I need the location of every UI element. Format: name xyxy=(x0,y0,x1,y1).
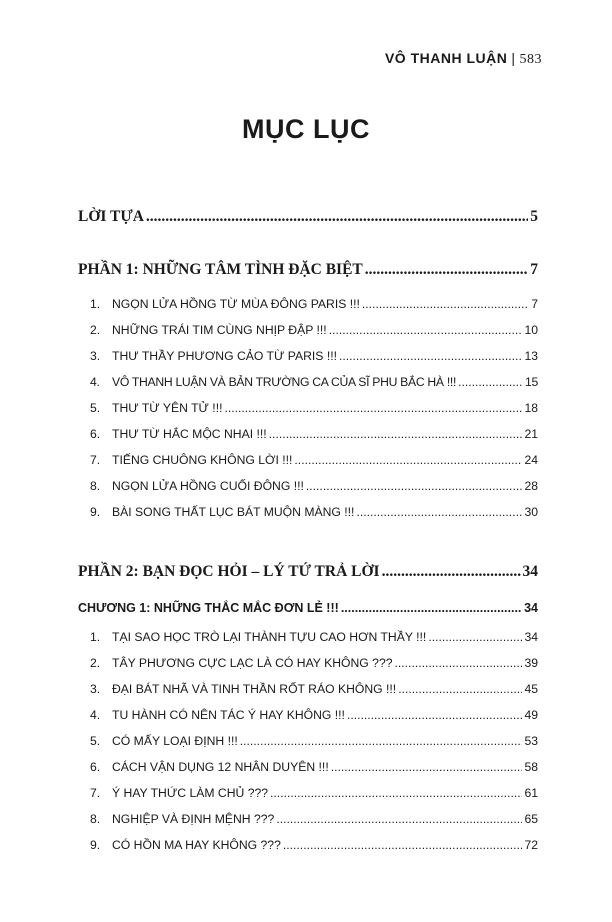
toc-item xyxy=(90,297,538,311)
leader-dots xyxy=(356,505,522,519)
item-number: 6. xyxy=(90,427,101,441)
leader-dots xyxy=(331,760,523,774)
toc-item xyxy=(90,708,538,722)
toc-item xyxy=(90,427,538,441)
item-number: 1. xyxy=(90,297,101,311)
item-number: 8. xyxy=(90,812,101,826)
leader-dots xyxy=(306,479,523,493)
item-page: 15 xyxy=(525,375,538,389)
leader-dots xyxy=(276,812,522,826)
toc-item xyxy=(90,656,538,670)
item-number: 3. xyxy=(90,682,101,696)
item-page: 61 xyxy=(524,786,538,800)
leader-dots xyxy=(224,401,522,415)
leader-dots xyxy=(270,786,522,800)
item-page: 18 xyxy=(524,401,538,415)
toc-item xyxy=(90,786,538,800)
item-page: 72 xyxy=(524,838,538,852)
toc-page: 34 xyxy=(524,601,538,615)
leader-dots xyxy=(294,453,522,467)
leader-dots xyxy=(240,734,523,748)
item-page: 45 xyxy=(524,682,538,696)
item-label: CÓ MẤY LOẠI ĐỊNH !!! xyxy=(112,734,238,748)
leader-dots xyxy=(341,601,522,615)
toc-item xyxy=(90,760,538,774)
toc-item xyxy=(90,323,538,337)
item-label: TIẾNG CHUÔNG KHÔNG LỜI !!! xyxy=(112,453,293,467)
leader-dots xyxy=(146,208,528,226)
item-number: 4. xyxy=(90,708,101,722)
item-page: 13 xyxy=(524,349,538,363)
toc-entry-part2 xyxy=(78,563,538,581)
toc-label: LỜI TỰA xyxy=(78,208,144,225)
item-number: 2. xyxy=(90,323,101,337)
toc-item xyxy=(90,838,538,852)
toc-item xyxy=(90,630,538,644)
leader-dots xyxy=(458,375,523,389)
toc-item xyxy=(90,479,538,493)
toc-page: 5 xyxy=(530,208,538,225)
toc-item xyxy=(90,453,538,467)
item-label: CÓ HỒN MA HAY KHÔNG ??? xyxy=(112,838,281,852)
item-page: 21 xyxy=(524,427,538,441)
item-page: 28 xyxy=(524,479,538,493)
item-label: THƯ THẦY PHƯƠNG CẢO TỪ PARIS !!! xyxy=(112,349,337,363)
toc-label: PHẦN 2: BẠN ĐỌC HỎI – LÝ TỨ TRẢ LỜI xyxy=(78,563,380,580)
leader-dots xyxy=(362,297,529,311)
item-number: 8. xyxy=(90,479,101,493)
item-page: 7 xyxy=(531,297,538,311)
item-page: 58 xyxy=(524,760,538,774)
header-author: VÔ THANH LUẬN xyxy=(384,50,508,66)
item-label: Ý HAY THỨC LÀM CHỦ ??? xyxy=(112,786,269,800)
leader-dots xyxy=(382,563,521,581)
page-title: MỤC LỤC xyxy=(242,114,370,144)
leader-dots xyxy=(283,838,523,852)
item-page: 34 xyxy=(524,630,538,644)
header-separator: | xyxy=(511,50,516,66)
item-label: TÂY PHƯƠNG CỰC LẠC LÀ CÓ HAY KHÔNG ??? xyxy=(112,656,393,670)
item-label: VÔ THANH LUẬN VÀ BẢN TRƯỜNG CA CỦA SĨ PHU BẮC HÀ !!! xyxy=(112,375,457,389)
leader-dots xyxy=(329,323,523,337)
item-label: TẠI SAO HỌC TRÒ LẠI THÀNH TỰU CAO HƠN THẦY !!! xyxy=(112,630,427,644)
toc-label: PHẦN 1: NHỮNG TÂM TÌNH ĐẶC BIỆT xyxy=(78,261,363,278)
item-number: 9. xyxy=(90,505,101,519)
toc-entry-part1 xyxy=(78,261,538,279)
item-label: NHỮNG TRÁI TIM CÙNG NHỊP ĐẬP !!! xyxy=(112,323,327,337)
item-label: CÁCH VẬN DỤNG 12 NHÂN DUYÊN !!! xyxy=(112,760,329,774)
toc-label: CHƯƠNG 1: NHỮNG THẮC MẮC ĐƠN LẺ !!! xyxy=(78,601,339,615)
item-number: 6. xyxy=(90,760,101,774)
item-page: 30 xyxy=(524,505,538,519)
item-number: 7. xyxy=(90,453,101,467)
leader-dots xyxy=(428,630,522,644)
toc-item xyxy=(90,375,538,389)
leader-dots xyxy=(347,708,522,722)
item-label: ĐẠI BÁT NHÃ VÀ TINH THẦN RỐT RÁO KHÔNG !!! xyxy=(112,682,397,696)
item-label: NGHIỆP VÀ ĐỊNH MỆNH ??? xyxy=(112,812,275,826)
toc-item xyxy=(90,682,538,696)
item-number: 4. xyxy=(90,375,100,389)
item-label: THƯ TỪ HẮC MỘC NHAI !!! xyxy=(112,427,267,441)
item-number: 7. xyxy=(90,786,101,800)
toc-item xyxy=(90,401,538,415)
item-label: NGỌN LỬA HỒNG TỪ MÙA ĐÔNG PARIS !!! xyxy=(112,297,360,311)
toc-entry-preface xyxy=(78,208,538,226)
leader-dots xyxy=(339,349,522,363)
item-number: 5. xyxy=(90,401,101,415)
toc-page: 34 xyxy=(522,563,538,580)
toc-item xyxy=(90,734,538,748)
toc-page: 7 xyxy=(530,261,538,278)
item-label: NGỌN LỬA HỒNG CUỐI ĐÔNG !!! xyxy=(112,479,304,493)
item-label: TU HÀNH CÓ NÊN TÁC Ý HAY KHÔNG !!! xyxy=(112,708,345,722)
item-label: THƯ TỪ YÊN TỬ !!! xyxy=(112,401,223,415)
toc-item xyxy=(90,505,538,519)
item-page: 53 xyxy=(524,734,538,748)
item-number: 3. xyxy=(90,349,101,363)
item-page: 65 xyxy=(524,812,538,826)
item-label: BÀI SONG THẤT LỤC BÁT MUỘN MÀNG !!! xyxy=(112,505,355,519)
running-header xyxy=(385,50,542,68)
item-page: 49 xyxy=(524,708,538,722)
leader-dots xyxy=(269,427,523,441)
header-page-number: 583 xyxy=(519,52,542,67)
item-page: 24 xyxy=(524,453,538,467)
toc-item xyxy=(90,812,538,826)
item-number: 5. xyxy=(90,734,101,748)
item-page: 39 xyxy=(524,656,538,670)
item-number: 9. xyxy=(90,838,101,852)
item-number: 1. xyxy=(90,630,101,644)
toc-entry-chapter1 xyxy=(78,601,538,615)
leader-dots xyxy=(398,682,522,696)
item-number: 2. xyxy=(90,656,101,670)
toc-item xyxy=(90,349,538,363)
leader-dots xyxy=(365,261,528,279)
item-page: 10 xyxy=(524,323,538,337)
leader-dots xyxy=(395,656,523,670)
